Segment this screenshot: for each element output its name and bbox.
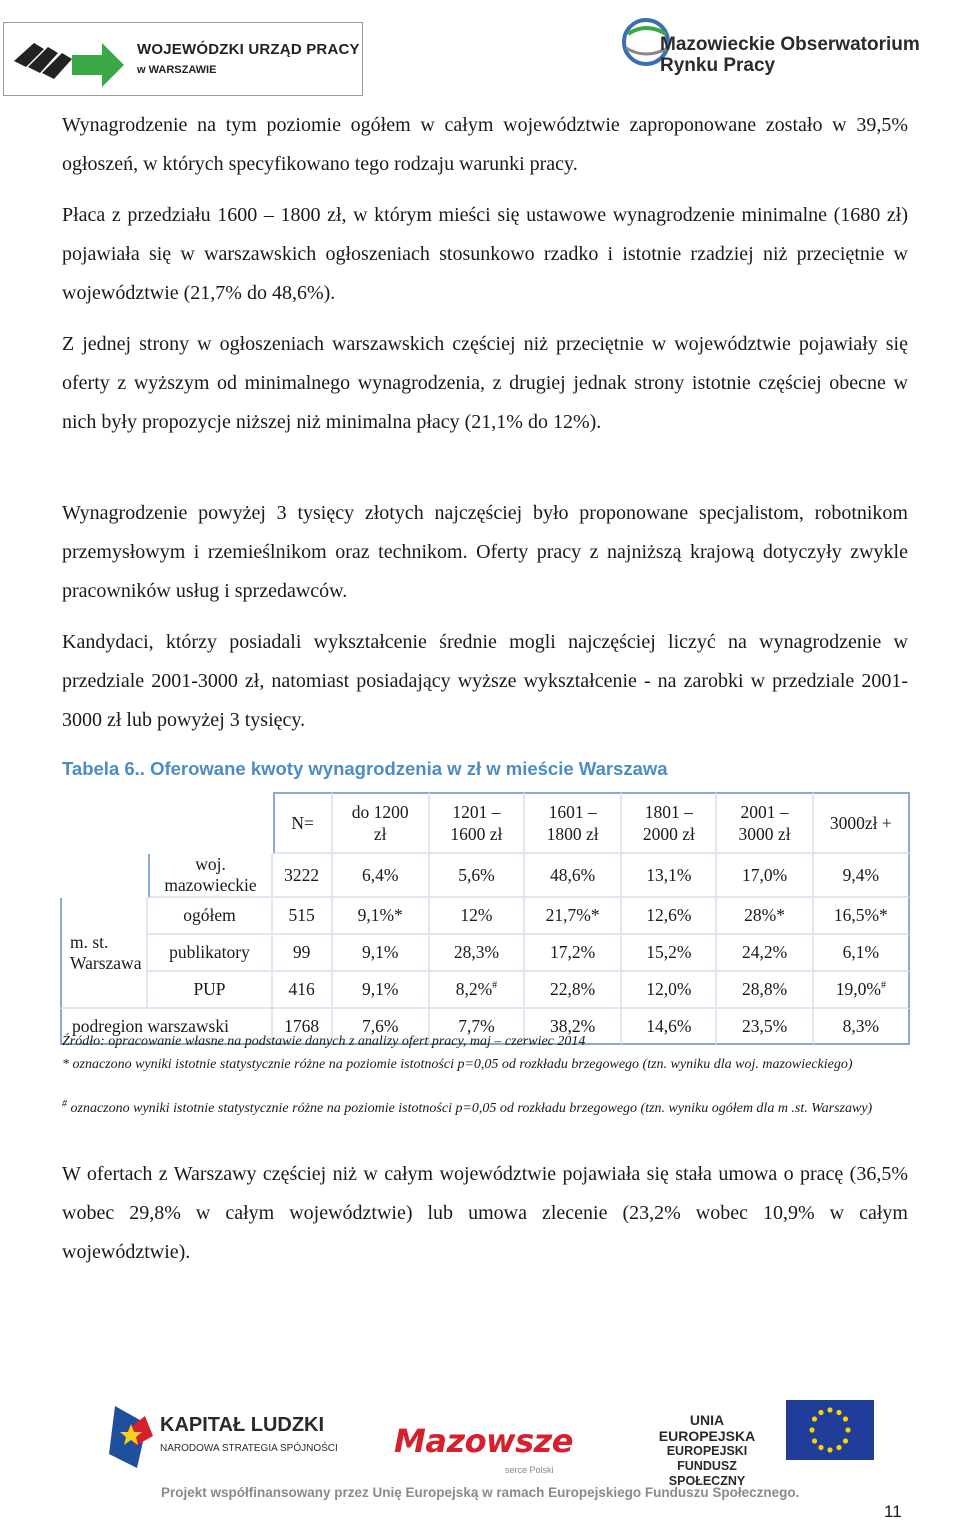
kapital-ludzki-title: KAPITAŁ LUDZKI [160,1414,325,1436]
cell-n: 3222 [273,854,333,898]
cell: 14,6% [622,1009,717,1045]
header-1601-1800: 1601 – 1800 zł [525,792,622,854]
mor-name-line1: Mazowieckie Obserwatorium [660,34,920,55]
wup-name: WOJEWÓDZKI URZĄD PRACY [137,41,360,58]
cell-n: 1768 [273,1009,333,1045]
cell-n: 99 [273,935,333,972]
paragraph-3: Z jednej strony w ogłoszeniach warszawskich częściej niż przeciętnie w województwie pojawiały się oferty z wyższym od minimalnego wynagrodzenia, z drugiej jednak strony istotnie częściej obecne w nich były propozycje niższej niż minimalna płacy (21,1% do 12%). [62,333,908,433]
table-row-pup [60,972,910,1009]
header-1801-2000: 1801 – 2000 zł [622,792,717,854]
page-number: 11 [884,1502,902,1521]
cofinance-note: Projekt współfinansowany przez Unię Europejską w ramach Europejskiego Funduszu Społecznego. [161,1485,800,1500]
ue-line1: UNIA EUROPEJSKA [658,1412,756,1444]
row-label: PUP [148,972,272,1009]
cell: 5,6% [430,854,525,898]
cell-n: 416 [273,972,333,1009]
mazowsze-logo-text: Mazowsze [394,1422,573,1460]
cell: 22,8% [525,972,622,1009]
cell: 17,0% [717,854,813,898]
group-label-warszawa: m. st. Warszawa [60,898,148,1009]
ue-line2: EUROPEJSKI [666,1444,748,1458]
cell: 7,7% [430,1009,525,1045]
cell: 38,2% [525,1009,622,1045]
cell: 19,0%# [814,972,910,1009]
table-row-woj [60,854,910,898]
cell: 28%* [717,898,813,935]
header-3000-plus: 3000zł + [814,792,910,854]
cell: 16,5%* [814,898,910,935]
header-1201-1600: 1201 – 1600 zł [430,792,525,854]
wup-arrows-icon [10,31,130,91]
cell: 6,1% [814,935,910,972]
row-label: publikatory [148,935,272,972]
mor-name-line2: Rynku Pracy [660,55,776,76]
cell: 48,6% [525,854,622,898]
ue-line3: FUNDUSZ SPOŁECZNY [668,1459,746,1488]
cell: 23,5% [717,1009,813,1045]
paragraph-4: Wynagrodzenie powyżej 3 tysięcy złotych najczęściej było proponowane specjalistom, robotnikom przemysłowym i rzemieślnikom oraz technikom. Oferty pracy z najniższą krajową dotyczyły zwykle pracowników usług i sprzedawców. [62,502,908,602]
mazowsze-slogan: serce Polski [505,1465,554,1475]
cell: 6,4% [333,854,430,898]
wup-logo-box [3,22,363,96]
eu-flag-icon [786,1400,874,1460]
paragraph-2: Płaca z przedziału 1600 – 1800 zł, w którym mieści się ustawowe wynagrodzenie minimalne (1680 zł) pojawiała się w warszawskich ogłoszeniach stosunkowo rzadko i istotnie rzadziej niż przeciętnie w województwie (21,7% do 48,6%). [62,204,908,304]
table-title: Tabela 6.. Oferowane kwoty wynagrodzenia w zł w mieście Warszawa [62,758,668,779]
table-row-publikatory [60,935,910,972]
row-label: podregion warszawski [60,1009,273,1045]
kapital-ludzki-subtitle: NARODOWA STRATEGIA SPÓJNOŚCI [160,1443,338,1454]
table-row-ogolem [60,898,910,935]
star-note: * oznaczono wyniki istotnie statystycznie różne na poziomie istotności p=0,05 od rozkładu brzegowego (tzn. wyniku dla woj. mazowieckiego) [62,1057,853,1072]
closing-paragraph: W ofertach z Warszawy częściej niż w całym województwie pojawiała się stała umowa o pracę (36,5% wobec 29,8% w całym województwie) lub umowa zlecenie (23,2% wobec 10,9% w całym województwie). [62,1163,908,1263]
cell: 7,6% [333,1009,430,1045]
cell: 24,2% [717,935,813,972]
cell: 8,3% [814,1009,910,1045]
row-label: ogółem [148,898,272,935]
hash-marker: # [492,980,498,992]
header-n: N= [273,792,333,854]
header-2001-3000: 2001 – 3000 zł [717,792,813,854]
cell: 12,0% [622,972,717,1009]
cell: 17,2% [525,935,622,972]
cell: 12% [430,898,525,935]
ue-text-block [640,1412,774,1489]
wup-city: w WARSZAWIE [137,64,217,76]
cell: 13,1% [622,854,717,898]
cell: 8,2%# [430,972,525,1009]
hash-note: # oznaczono wyniki istotnie statystycznie różne na poziomie istotności p=0,05 od rozkładu brzegowego (tzn. wyniku ogółem dla m .st. Warszawy) [62,1098,873,1116]
cell-n: 515 [273,898,333,935]
cell: 15,2% [622,935,717,972]
table-header-row [60,792,910,854]
cell: 9,1%* [333,898,430,935]
paragraph-1: Wynagrodzenie na tym poziomie ogółem w całym województwie zaproponowane zostało w 39,5% ogłoszeń, w których specyfikowano tego rodzaju warunki pracy. [62,114,908,175]
kapital-ludzki-emblem-icon [107,1402,157,1472]
cell: 9,4% [814,854,910,898]
row-label: woj. mazowieckie [148,854,272,898]
cell: 28,8% [717,972,813,1009]
paragraph-5: Kandydaci, którzy posiadali wykształcenie średnie mogli najczęściej liczyć na wynagrodzenie w przedziale 2001-3000 zł, natomiast posiadający wyższe wykształcenie - na zarobki w przedziale 2001-3000 zł lub powyżej 3 tysięcy. [62,631,908,731]
cell: 28,3% [430,935,525,972]
cell: 9,1% [333,972,430,1009]
cell: 21,7%* [525,898,622,935]
header-do-1200: do 1200 zł [333,792,430,854]
cell: 12,6% [622,898,717,935]
cell: 9,1% [333,935,430,972]
salary-table [60,792,910,1045]
source-note: Źródło: opracowanie własne na podstawie danych z analizy ofert pracy, maj – czerwiec 2014 [62,1034,586,1049]
hash-marker: # [880,980,886,992]
